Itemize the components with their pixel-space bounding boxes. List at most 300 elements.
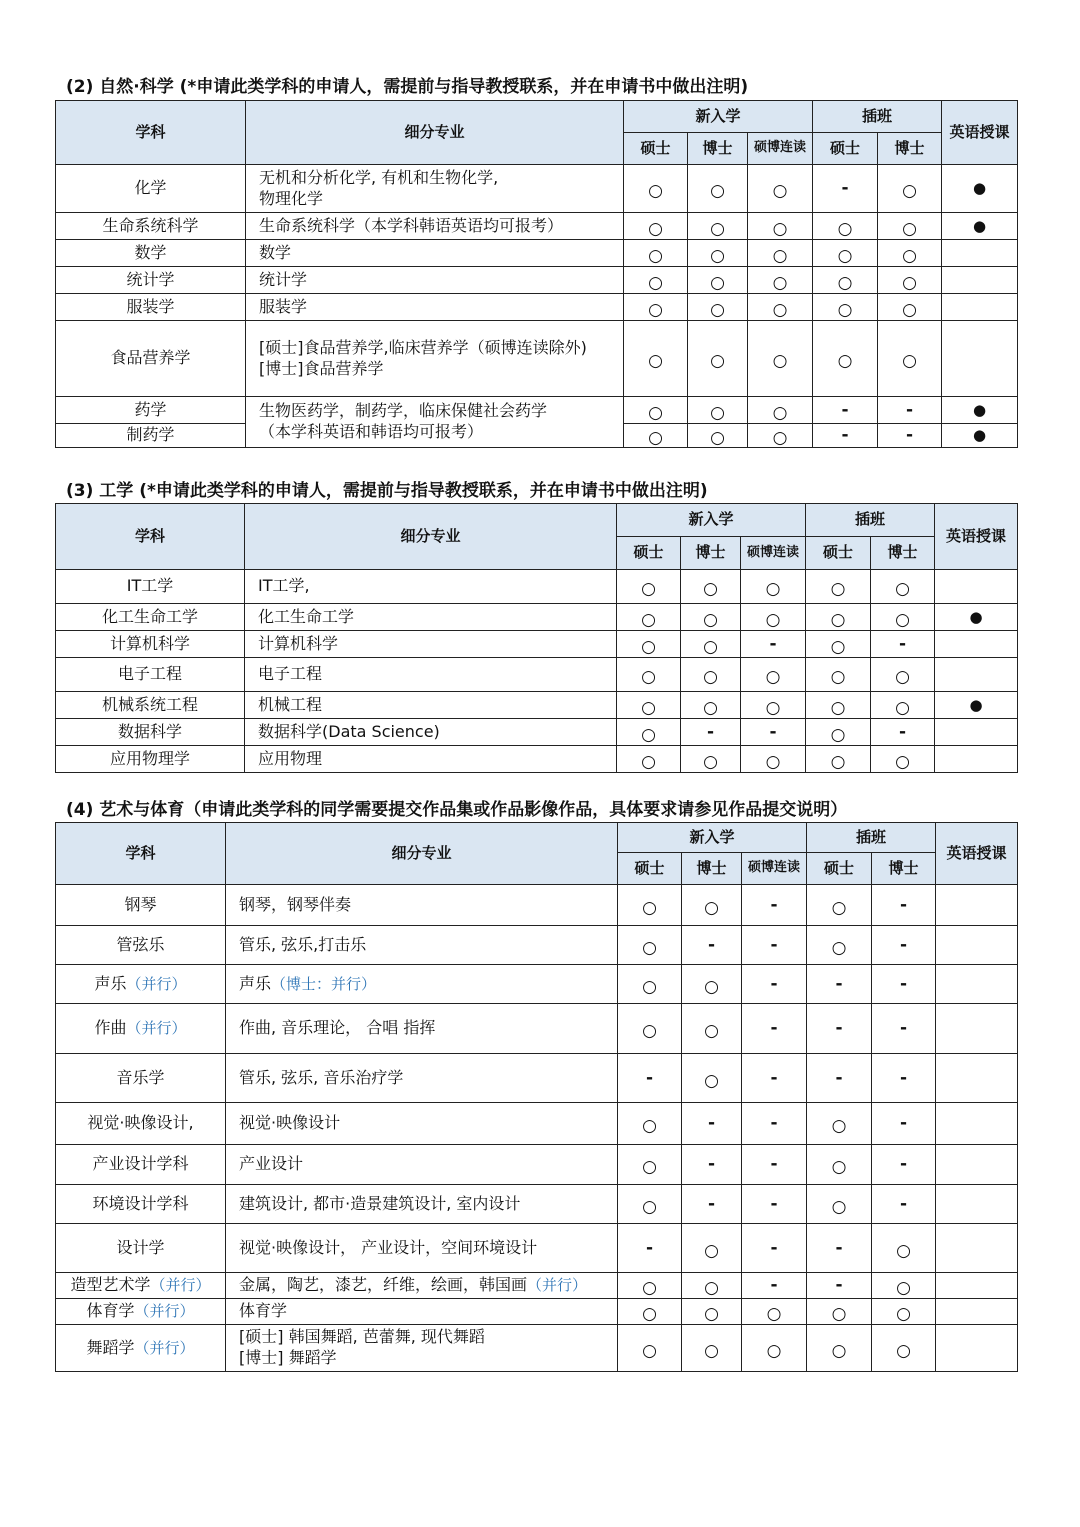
doctoral-new-mark [682, 1273, 742, 1299]
masters-transfer-mark [807, 965, 872, 1004]
available-circle-icon: ○ [642, 1021, 657, 1042]
major-text: IT工学, [258, 576, 310, 596]
subject-cell [56, 965, 226, 1004]
available-circle-icon: ○ [641, 751, 656, 772]
transfer-header: 插班 [813, 101, 942, 133]
doctoral-new-mark [681, 719, 741, 746]
masters-transfer-mark [806, 631, 871, 658]
unavailable-dash: - [906, 399, 914, 420]
integrated-new-mark [742, 1299, 807, 1325]
english-mark [942, 424, 1018, 448]
available-circle-icon: ○ [837, 245, 853, 266]
masters-transfer-mark [807, 885, 872, 926]
doctoral-new-mark [681, 604, 741, 631]
doctoral-new-mark [688, 213, 748, 240]
doctoral-new-mark [682, 1103, 742, 1145]
english-taught-dot-icon: ● [973, 426, 987, 445]
integrated-new-mark [742, 1145, 807, 1185]
available-circle-icon: ○ [704, 976, 719, 997]
available-circle-icon: ○ [896, 1278, 911, 1299]
subject-cell [56, 321, 246, 397]
major-cell [245, 658, 617, 692]
available-circle-icon: ○ [710, 402, 725, 423]
subject-name: 视觉·映像设计, [87, 1113, 194, 1133]
doctoral-new-mark [682, 1224, 742, 1273]
available-circle-icon: ○ [704, 1021, 719, 1042]
doctoral-transfer-mark [871, 604, 935, 631]
available-circle-icon: ○ [831, 1340, 847, 1361]
major-text: 视觉·映像设计， 产业设计，空间环境设计 [239, 1237, 538, 1257]
subject-note: （并行） [150, 1276, 211, 1295]
subject-cell [56, 1054, 226, 1103]
doctoral-transfer-header: 博士 [872, 853, 936, 885]
masters-new-mark [624, 397, 688, 424]
doctoral-transfer-mark [872, 926, 936, 965]
major-note: （博士：并行） [271, 974, 377, 993]
doctoral-transfer-mark [878, 267, 942, 294]
masters-new-mark [624, 267, 688, 294]
integrated-new-mark [748, 424, 813, 448]
available-circle-icon: ○ [641, 579, 656, 600]
available-circle-icon: ○ [896, 1340, 911, 1361]
english-mark [936, 965, 1018, 1004]
doctoral-new-mark [688, 240, 748, 267]
masters-transfer-mark [806, 570, 871, 604]
english-mark [935, 658, 1018, 692]
subject-name: IT工学 [126, 576, 174, 596]
table-row [56, 965, 1018, 1004]
unavailable-dash: - [770, 1237, 778, 1258]
unavailable-dash: - [707, 1154, 716, 1175]
unavailable-dash: - [835, 1067, 843, 1088]
doctoral-new-mark [682, 1054, 742, 1103]
available-circle-icon: ○ [710, 245, 725, 266]
doctoral-new-mark [688, 424, 748, 448]
english-header: 英语授课 [942, 101, 1018, 165]
unavailable-dash: - [841, 425, 849, 446]
unavailable-dash: - [769, 721, 777, 742]
available-circle-icon: ○ [830, 609, 846, 630]
available-circle-icon: ○ [642, 976, 657, 997]
header-row-1 [56, 823, 1018, 853]
major-text: [博士]食品营养学 [259, 358, 384, 378]
table-row [56, 240, 1018, 267]
masters-new-mark [618, 965, 682, 1004]
available-circle-icon: ○ [895, 697, 910, 718]
subject-cell [56, 424, 246, 448]
subject-cell [56, 165, 246, 213]
table-row [56, 267, 1018, 294]
table-row [56, 692, 1018, 719]
masters-transfer-header: 硕士 [806, 537, 871, 570]
masters-transfer-mark [806, 658, 871, 692]
available-circle-icon: ○ [765, 579, 781, 600]
integrated-new-mark [748, 397, 813, 424]
subject-cell [56, 397, 246, 424]
available-circle-icon: ○ [703, 636, 718, 657]
subject-name: 声乐 [94, 973, 127, 993]
english-mark [935, 719, 1018, 746]
subject-name: 音乐学 [116, 1067, 165, 1087]
subject-cell [56, 658, 245, 692]
unavailable-dash: - [645, 1067, 654, 1088]
table-row [56, 658, 1018, 692]
major-text: 建筑设计, 都市·造景建筑设计, 室内设计 [239, 1193, 521, 1213]
subject-note: （并行） [134, 1302, 195, 1321]
available-circle-icon: ○ [704, 1070, 719, 1091]
table-row [56, 604, 1018, 631]
available-circle-icon: ○ [704, 1278, 719, 1299]
doctoral-transfer-mark [872, 1054, 936, 1103]
doctoral-transfer-mark [871, 658, 935, 692]
masters-new-mark [618, 1325, 682, 1372]
unavailable-dash: - [770, 1067, 778, 1088]
available-circle-icon: ○ [648, 272, 663, 293]
available-circle-icon: ○ [704, 1340, 719, 1361]
masters-new-mark [617, 604, 681, 631]
major-cell [226, 1054, 618, 1103]
available-circle-icon: ○ [704, 1240, 719, 1261]
doctoral-new-mark [688, 397, 748, 424]
unavailable-dash: - [770, 1154, 778, 1175]
subject-cell [56, 1145, 226, 1185]
table-row [56, 213, 1018, 240]
integrated-new-mark [742, 885, 807, 926]
major-text: 作曲, 音乐理论， 合唱 指挥 [239, 1018, 436, 1038]
integrated-new-mark [742, 1054, 807, 1103]
english-mark [935, 692, 1018, 719]
major-text: [硕士] 韩国舞蹈, 芭蕾舞, 现代舞蹈 [239, 1327, 485, 1347]
available-circle-icon: ○ [831, 1157, 847, 1178]
subject-name: 钢琴 [124, 894, 157, 914]
masters-transfer-mark [807, 926, 872, 965]
english-mark [935, 570, 1018, 604]
english-taught-dot-icon: ● [973, 216, 987, 235]
masters-transfer-mark [813, 397, 878, 424]
doctoral-transfer-mark [872, 1004, 936, 1054]
subject-cell [56, 631, 245, 658]
available-circle-icon: ○ [703, 697, 718, 718]
major-cell [246, 321, 624, 397]
integrated-new-mark [748, 240, 813, 267]
major-header: 细分专业 [226, 823, 618, 885]
masters-new-mark [624, 165, 688, 213]
integrated-new-mark [742, 926, 807, 965]
available-circle-icon: ○ [765, 697, 781, 718]
available-circle-icon: ○ [902, 351, 917, 372]
english-mark [942, 294, 1018, 321]
integrated-new-mark [741, 658, 806, 692]
subject-cell [56, 1273, 226, 1299]
masters-transfer-mark [806, 692, 871, 719]
masters-new-mark [624, 213, 688, 240]
subject-name: 造型艺术学 [70, 1275, 151, 1295]
major-text: 电子工程 [258, 664, 323, 684]
english-mark [936, 1185, 1018, 1224]
subject-name: 制药学 [126, 425, 175, 445]
subject-cell [56, 1224, 226, 1273]
unavailable-dash: - [770, 1113, 778, 1134]
header-row-1 [56, 504, 1018, 537]
available-circle-icon: ○ [830, 751, 846, 772]
available-circle-icon: ○ [642, 897, 657, 918]
masters-transfer-mark [813, 321, 878, 397]
available-circle-icon: ○ [830, 724, 846, 745]
major-cell [226, 965, 618, 1004]
masters-new-header: 硕士 [617, 537, 681, 570]
available-circle-icon: ○ [648, 428, 663, 448]
unavailable-dash: - [841, 399, 849, 420]
english-mark [936, 1299, 1018, 1325]
doctoral-new-mark [681, 570, 741, 604]
doctoral-new-mark [688, 165, 748, 213]
table-row [56, 1325, 1018, 1372]
arts-sports-table [55, 822, 1018, 1372]
table-row [56, 1004, 1018, 1054]
integrated-new-mark [741, 570, 806, 604]
available-circle-icon: ○ [895, 609, 910, 630]
integrated-new-mark [748, 267, 813, 294]
masters-new-mark [618, 1224, 682, 1273]
masters-transfer-mark [813, 294, 878, 321]
doctoral-transfer-mark [872, 1273, 936, 1299]
available-circle-icon: ○ [895, 751, 910, 772]
unavailable-dash: - [707, 934, 716, 955]
subject-name: 化工生命工学 [101, 606, 198, 626]
english-mark [936, 926, 1018, 965]
masters-transfer-mark [807, 1325, 872, 1372]
major-text: 生命系统科学（本学科韩语英语均可报考） [259, 215, 564, 235]
doctoral-new-mark [682, 926, 742, 965]
subject-name: 药学 [134, 399, 167, 419]
integrated-new-mark [748, 321, 813, 397]
doctoral-transfer-mark [872, 885, 936, 926]
major-text: 管乐, 弦乐, 音乐治疗学 [239, 1067, 404, 1087]
major-text: 产业设计 [239, 1154, 304, 1174]
major-text: 声乐 [239, 973, 272, 993]
new-entry-header: 新入学 [617, 504, 806, 537]
masters-transfer-mark [813, 267, 878, 294]
integrated-new-header: 硕博连读 [742, 853, 807, 885]
major-cell [226, 1299, 618, 1325]
major-cell [245, 692, 617, 719]
integrated-new-mark [742, 1185, 807, 1224]
major-cell [226, 885, 618, 926]
integrated-new-mark [748, 294, 813, 321]
unavailable-dash: - [900, 934, 908, 955]
table-row [56, 1224, 1018, 1273]
masters-new-mark [618, 1004, 682, 1054]
available-circle-icon: ○ [765, 609, 781, 630]
doctoral-transfer-mark [872, 965, 936, 1004]
engineering-table [55, 503, 1018, 773]
major-text: 生物医药学，制药学，临床保健社会药学 [259, 401, 548, 421]
table-row [56, 1185, 1018, 1224]
unavailable-dash: - [835, 1018, 843, 1039]
doctoral-transfer-mark [878, 294, 942, 321]
english-mark [942, 240, 1018, 267]
subject-cell [56, 1103, 226, 1145]
available-circle-icon: ○ [831, 1304, 847, 1325]
available-circle-icon: ○ [772, 299, 788, 320]
major-cell [245, 631, 617, 658]
english-mark [935, 604, 1018, 631]
available-circle-icon: ○ [902, 299, 917, 320]
table-row [56, 1103, 1018, 1145]
major-cell [246, 267, 624, 294]
subject-cell [56, 719, 245, 746]
major-text: 应用物理 [258, 748, 323, 768]
major-text: [博士] 舞蹈学 [239, 1348, 337, 1367]
english-mark [936, 1224, 1018, 1273]
subject-name: 食品营养学 [110, 348, 191, 368]
integrated-new-mark [748, 213, 813, 240]
doctoral-new-mark [682, 965, 742, 1004]
unavailable-dash: - [841, 178, 849, 199]
subject-name: 管弦乐 [116, 934, 165, 954]
table-row [56, 397, 1018, 424]
transfer-header: 插班 [806, 504, 935, 537]
doctoral-transfer-mark [872, 1145, 936, 1185]
available-circle-icon: ○ [896, 1240, 911, 1261]
major-header: 细分专业 [245, 504, 617, 570]
available-circle-icon: ○ [642, 1196, 657, 1217]
doctoral-transfer-mark [878, 213, 942, 240]
masters-transfer-mark [807, 1054, 872, 1103]
integrated-new-mark [742, 1273, 807, 1299]
integrated-new-mark [742, 1004, 807, 1054]
doctoral-transfer-mark [872, 1325, 936, 1372]
doctoral-new-header: 博士 [682, 853, 742, 885]
unavailable-dash: - [835, 1237, 843, 1258]
english-taught-dot-icon: ● [973, 179, 987, 198]
subject-cell [56, 692, 245, 719]
subject-cell [56, 926, 226, 965]
masters-transfer-mark [806, 604, 871, 631]
masters-transfer-mark [806, 719, 871, 746]
major-cell [246, 294, 624, 321]
masters-new-mark [617, 746, 681, 773]
available-circle-icon: ○ [766, 1340, 782, 1361]
subject-cell [56, 746, 245, 773]
english-mark [936, 885, 1018, 926]
available-circle-icon: ○ [831, 897, 847, 918]
available-circle-icon: ○ [648, 351, 663, 372]
subject-name: 服装学 [126, 296, 175, 316]
available-circle-icon: ○ [837, 351, 853, 372]
available-circle-icon: ○ [772, 402, 788, 423]
table-row [56, 746, 1018, 773]
doctoral-new-mark [682, 1325, 742, 1372]
doctoral-transfer-header: 博士 [878, 133, 942, 165]
available-circle-icon: ○ [703, 609, 718, 630]
available-circle-icon: ○ [837, 299, 853, 320]
masters-new-mark [624, 294, 688, 321]
available-circle-icon: ○ [642, 1340, 657, 1361]
available-circle-icon: ○ [772, 272, 788, 293]
subject-cell [56, 240, 246, 267]
major-cell [246, 240, 624, 267]
subject-cell [56, 294, 246, 321]
english-mark [935, 746, 1018, 773]
major-text: 钢琴，钢琴伴奏 [239, 894, 352, 914]
available-circle-icon: ○ [895, 667, 910, 688]
unavailable-dash: - [899, 633, 907, 654]
major-text: 化工生命工学 [258, 606, 355, 626]
available-circle-icon: ○ [830, 697, 846, 718]
available-circle-icon: ○ [831, 1196, 847, 1217]
major-cell [226, 1103, 618, 1145]
available-circle-icon: ○ [703, 751, 718, 772]
unavailable-dash: - [770, 1193, 778, 1214]
masters-transfer-header: 硕士 [807, 853, 872, 885]
major-text: 数据科学(Data Science) [258, 721, 440, 741]
subject-note: （并行） [134, 1338, 195, 1357]
major-cell [226, 1224, 618, 1273]
masters-transfer-mark [807, 1224, 872, 1273]
doctoral-transfer-mark [872, 1224, 936, 1273]
available-circle-icon: ○ [831, 937, 847, 958]
english-mark [936, 1004, 1018, 1054]
english-mark [936, 1273, 1018, 1299]
subject-header: 学科 [56, 504, 245, 570]
english-mark [936, 1054, 1018, 1103]
available-circle-icon: ○ [772, 181, 788, 202]
subject-name: 电子工程 [117, 664, 182, 684]
subject-name: 设计学 [116, 1237, 165, 1257]
unavailable-dash: - [770, 1018, 778, 1039]
available-circle-icon: ○ [704, 897, 719, 918]
subject-name: 统计学 [126, 269, 175, 289]
major-cell [226, 1185, 618, 1224]
integrated-new-mark [742, 965, 807, 1004]
integrated-new-mark [742, 1325, 807, 1372]
available-circle-icon: ○ [772, 218, 788, 239]
doctoral-transfer-mark [878, 321, 942, 397]
integrated-new-mark [741, 604, 806, 631]
masters-new-header: 硕士 [624, 133, 688, 165]
table-row [56, 321, 1018, 397]
major-cell [245, 746, 617, 773]
integrated-new-mark [741, 746, 806, 773]
header-row-1 [56, 101, 1018, 133]
integrated-new-mark [741, 719, 806, 746]
subject-cell [56, 570, 245, 604]
subject-name: 数据科学 [117, 721, 182, 741]
natural-science-table [55, 100, 1018, 448]
subject-name: 作曲 [94, 1018, 127, 1038]
available-circle-icon: ○ [642, 1304, 657, 1325]
doctoral-new-mark [688, 294, 748, 321]
available-circle-icon: ○ [710, 181, 725, 202]
unavailable-dash: - [770, 973, 778, 994]
table-row [56, 719, 1018, 746]
available-circle-icon: ○ [902, 181, 917, 202]
subject-name: 机械系统工程 [101, 694, 198, 714]
available-circle-icon: ○ [642, 937, 657, 958]
doctoral-transfer-mark [872, 1103, 936, 1145]
doctoral-new-header: 博士 [688, 133, 748, 165]
available-circle-icon: ○ [830, 636, 846, 657]
table-row [56, 294, 1018, 321]
masters-new-mark [624, 424, 688, 448]
subject-note: （并行） [126, 1019, 187, 1038]
available-circle-icon: ○ [641, 636, 656, 657]
english-header: 英语授课 [936, 823, 1018, 885]
major-cell [246, 397, 624, 448]
unavailable-dash: - [900, 1113, 908, 1134]
available-circle-icon: ○ [703, 667, 718, 688]
